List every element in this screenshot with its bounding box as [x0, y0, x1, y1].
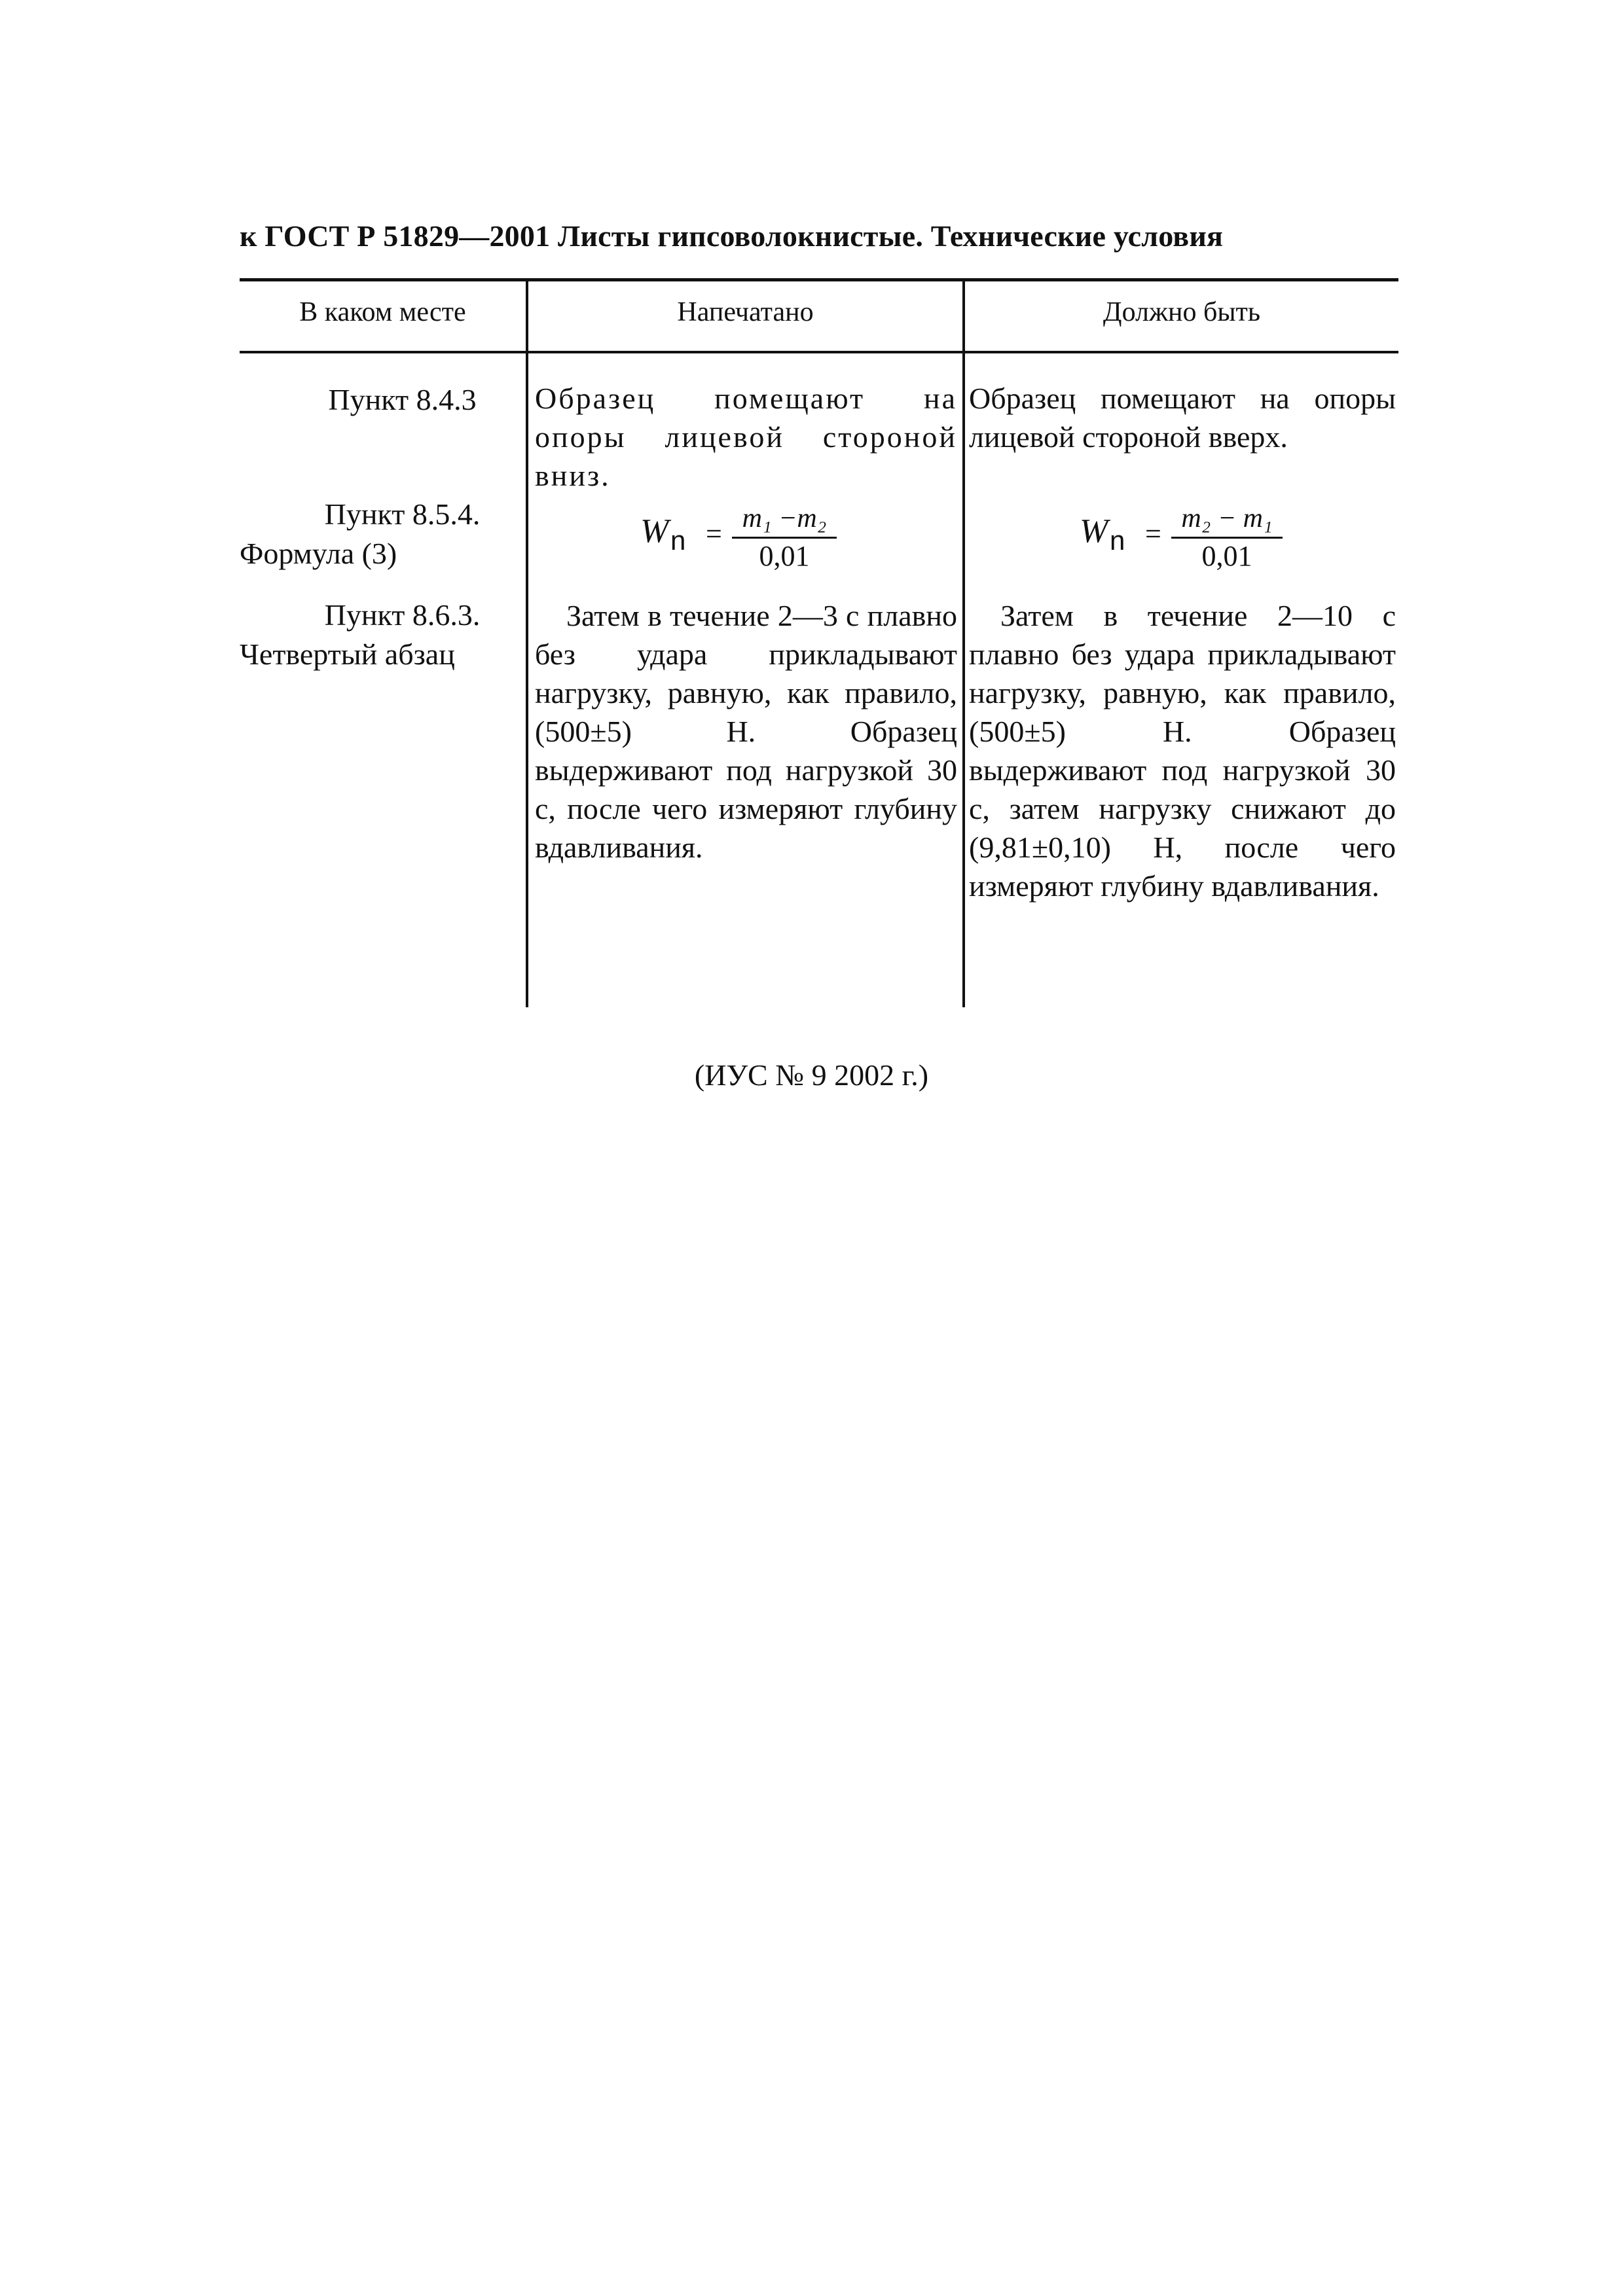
- formula-equals: =: [706, 518, 722, 550]
- row3-printed: Затем в течение 2—3 с плавно без удара прикладывают нагрузку, равную, как правило, (500±5) Н. Образец выдерживают под нагрузкой 30 с, после чего измеряют глубину вдавливания.: [535, 599, 957, 864]
- table-header-rule: [240, 351, 1398, 353]
- fraction-bar: [1171, 537, 1283, 539]
- row1-printed: Образец помещают на опоры лицевой стороной вниз.: [535, 382, 957, 492]
- header-correct: Должно быть: [1103, 297, 1261, 327]
- column-divider-2: [962, 278, 965, 1007]
- row3-correct: Затем в течение 2—10 с плавно без удара прикладывают нагрузку, равную, как правило, (500±5) Н. Образец выдерживают под нагрузкой 30 с, затем нагрузку снижают до (9,81±0,10) Н, после чего измеряют глубину вдавливания.: [969, 599, 1396, 903]
- row3-location-line2: Четвертый абзац: [240, 637, 455, 671]
- row1-correct: Образец помещают на опоры лицевой стороной вверх.: [969, 382, 1396, 454]
- corrections-table: [240, 278, 1398, 1007]
- row3-location-line1: Пункт 8.6.3.: [324, 598, 481, 632]
- column-divider-1: [526, 278, 528, 1007]
- formula-denominator: 0,01: [1201, 540, 1252, 572]
- row1-location: Пункт 8.4.3: [328, 383, 477, 416]
- formula-subscript: n: [670, 525, 686, 556]
- formula-variable: W: [1080, 512, 1108, 550]
- formula-equals: =: [1145, 518, 1161, 550]
- row2-location-line1: Пункт 8.5.4.: [324, 497, 481, 531]
- formula-subscript: n: [1110, 525, 1125, 556]
- header-location: В каком месте: [299, 297, 466, 327]
- document-heading: к ГОСТ Р 51829—2001 Листы гипсоволокнистые. Технические условия: [240, 219, 1224, 253]
- correct-formula: [1080, 503, 1296, 575]
- printed-formula: [640, 503, 850, 575]
- row2-location-line2: Формула (3): [240, 537, 397, 570]
- footer-note: (ИУС № 9 2002 г.): [694, 1058, 929, 1092]
- formula-denominator: 0,01: [759, 540, 810, 572]
- formula-variable: W: [640, 512, 669, 550]
- table-top-rule: [240, 278, 1398, 281]
- formula-numerator: m₁ −m₂: [742, 503, 827, 533]
- formula-numerator: m₂ − m₁: [1181, 503, 1273, 533]
- fraction-bar: [732, 537, 837, 539]
- header-printed: Напечатано: [677, 297, 814, 327]
